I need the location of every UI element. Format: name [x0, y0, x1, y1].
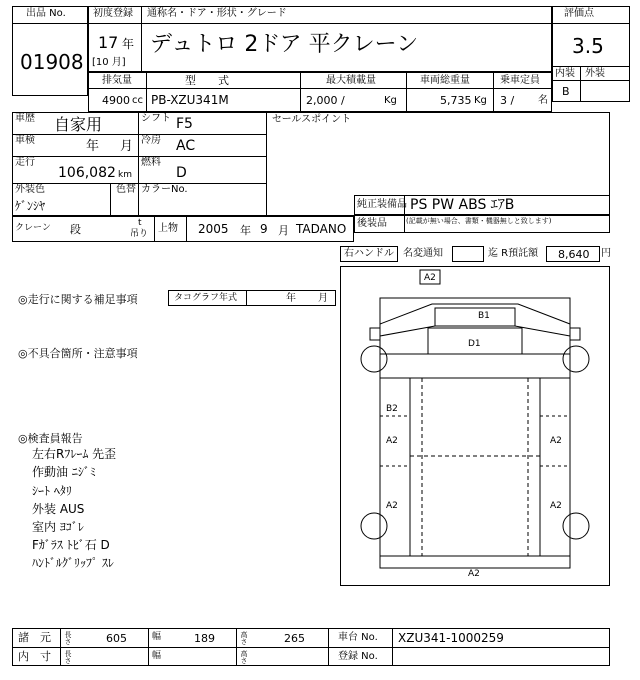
recycle-label: 迄 R預託額	[488, 248, 539, 259]
interior-label: 内装	[555, 68, 575, 79]
report-title: ◎検査員報告	[18, 432, 83, 445]
gross-weight-label: 車両総重量	[420, 75, 470, 86]
name-change-label: 名変通知	[403, 248, 443, 259]
interior-grade: B	[562, 85, 570, 98]
crane-ton: t	[138, 218, 142, 228]
inner-length-label: 長さ	[64, 650, 72, 664]
crane-month-unit: 月	[278, 224, 289, 237]
history-label: 車歴	[15, 113, 35, 124]
displacement-label: 排気量	[102, 75, 132, 86]
sales-point-label: セールスポイント	[272, 114, 352, 125]
lot-no-label: 出品 No.	[26, 8, 66, 19]
capacity-value: 3 /	[500, 94, 515, 107]
width-label: 幅	[152, 632, 162, 642]
report-line: 作動油 ﾆｼﾞﾐ	[32, 465, 96, 479]
rhd-label: 右ハンドル	[344, 248, 394, 259]
mileage-value: 106,082	[58, 165, 116, 181]
mileage-label: 走行	[15, 157, 35, 168]
capacity-label: 乗車定員	[500, 75, 540, 86]
displacement-value: 4900	[102, 94, 130, 107]
damage-mark: A2	[468, 569, 480, 579]
damage-mark: A2	[550, 436, 562, 446]
shift-label: シフト	[141, 113, 171, 124]
name-change-box	[452, 246, 484, 262]
crane-month: 9	[260, 222, 268, 236]
truck-diagram	[340, 266, 610, 586]
inner-width-label: 幅	[152, 651, 162, 661]
report-line: 室内 ﾖｺﾞﾚ	[32, 520, 84, 534]
report-line: ｼｰﾄ ﾍﾀﾘ	[32, 484, 72, 498]
tacho-year-unit: 年	[286, 293, 296, 304]
chassis-value: XZU341-1000259	[398, 631, 504, 645]
wheel-rear-right	[563, 513, 589, 539]
equipment-label: 純正装備品	[357, 199, 407, 210]
wheel-rear-left	[361, 513, 387, 539]
recycle-unit: 円	[601, 248, 611, 259]
model-name: デュトロ 2ドア 平クレーン	[150, 32, 419, 57]
damage-mark: D1	[468, 339, 481, 349]
first-reg-year-unit: 年	[122, 37, 135, 51]
damage-mark: A2	[424, 273, 436, 283]
dims-label: 諸 元	[18, 631, 51, 644]
damage-mark: A2	[386, 436, 398, 446]
crane-year: 2005	[198, 222, 229, 236]
mileage-unit: km	[118, 170, 132, 180]
damage-mark: A2	[550, 501, 562, 511]
first-reg-month: [10 月]	[92, 57, 126, 68]
fuel-value: D	[176, 165, 187, 181]
color-swatch-label: 色替	[116, 184, 136, 195]
ac-value: AC	[176, 138, 196, 154]
windshield	[435, 308, 515, 326]
height-value: 265	[284, 632, 305, 645]
damage-mark: A2	[386, 501, 398, 511]
aftermarket-note: (記載が無い場合、書類・機器無しと致します)	[406, 217, 552, 225]
ac-label: 冷房	[141, 135, 161, 146]
chassis-label: 車台 No.	[338, 632, 378, 643]
gross-weight-value: 5,735	[440, 94, 472, 107]
inspection-month-unit: 月	[120, 139, 134, 154]
recycle-amount: 8,640	[558, 248, 590, 261]
inner-dims-label: 内 寸	[18, 650, 51, 663]
crane-year-unit: 年	[240, 224, 251, 237]
max-load-label: 最大積載量	[326, 75, 376, 86]
max-load-value: 2,000 /	[306, 94, 345, 107]
mirror-left	[370, 328, 380, 340]
gross-weight-unit: Kg	[474, 95, 487, 106]
tachograph-label: タコグラフ年式	[174, 293, 238, 303]
reg-label: 登録 No.	[338, 651, 378, 662]
fuel-label: 燃料	[141, 157, 161, 168]
model-code: PB-XZU341M	[151, 93, 229, 107]
crane-stage-unit: 段	[70, 223, 81, 236]
deck-right-side	[540, 378, 570, 556]
inspection-label: 車検	[15, 135, 35, 146]
damage-mark: B1	[478, 311, 490, 321]
height-label: 高さ	[240, 631, 248, 645]
displacement-unit: cc	[132, 95, 143, 106]
history-value: 自家用	[54, 115, 103, 134]
model-label: 型 式	[185, 74, 229, 87]
mirror-right	[570, 328, 580, 340]
crane-label: クレーン	[15, 223, 51, 233]
color-no-label: カラーNo.	[141, 184, 188, 195]
equipment-value: PS PW ABS ｴｱB	[410, 197, 515, 213]
crane-mount-label: 上物	[158, 223, 178, 234]
report-line: 外装 AUS	[32, 502, 85, 516]
exterior-color-value: ｹﾞﾝｼﾔ	[15, 199, 46, 213]
defects-title: ◎不具合箇所・注意事項	[18, 347, 138, 360]
wheel-front-left	[361, 346, 387, 372]
tacho-month-unit: 月	[318, 293, 328, 304]
damage-mark: B2	[386, 404, 398, 414]
max-load-unit: Kg	[384, 95, 397, 106]
exterior-label: 外装	[585, 68, 605, 79]
inner-height-label: 高さ	[240, 650, 248, 664]
width-value: 189	[194, 632, 215, 645]
first-reg-label: 初度登録	[93, 8, 133, 19]
first-reg-year: 17	[98, 33, 119, 52]
length-label: 長さ	[64, 631, 72, 645]
crane-maker: TADANO	[296, 222, 347, 236]
length-value: 605	[106, 632, 127, 645]
inspection-year-unit: 年	[86, 139, 100, 154]
crane-hang-label: 吊り	[130, 229, 149, 239]
lot-no: 01908	[20, 50, 84, 74]
exterior-color-label: 外装色	[15, 184, 45, 195]
shift-value: F5	[176, 116, 193, 132]
name-label: 通称名・ドア・形状・グレード	[147, 8, 287, 19]
notes-title: ◎走行に関する補足事項	[18, 293, 138, 306]
score-label: 評価点	[564, 8, 594, 19]
cab-roof	[380, 304, 570, 324]
report-line: ﾊﾝﾄﾞﾙｸﾞﾘｯﾌﾟ ｽﾚ	[32, 556, 114, 570]
capacity-unit: 名	[538, 95, 548, 106]
aftermarket-label: 後装品	[357, 218, 387, 229]
report-line: Fｶﾞﾗｽ ﾄﾋﾞ石 D	[32, 538, 110, 552]
report-line: 左右Rﾌﾚｰﾑ 先歪	[32, 447, 117, 461]
wheel-front-right	[563, 346, 589, 372]
score-value: 3.5	[572, 34, 604, 58]
